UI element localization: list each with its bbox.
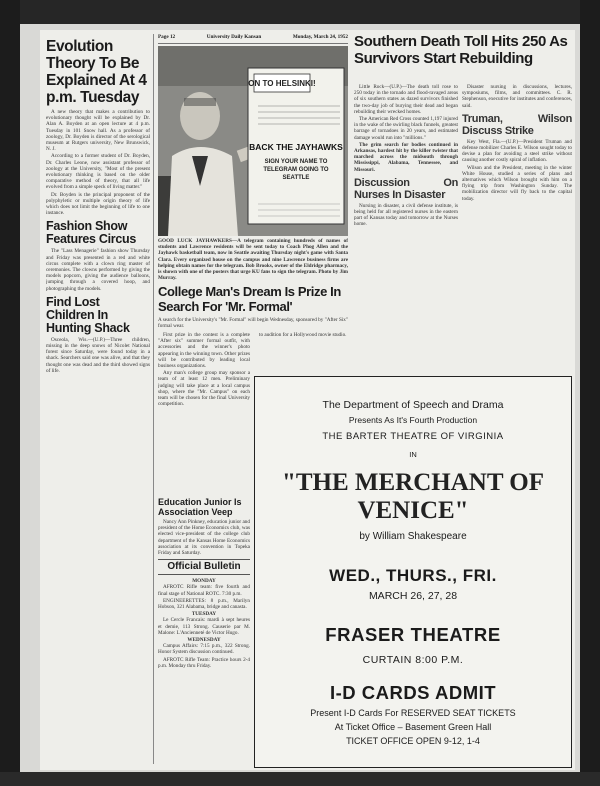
right-second-column [462,84,572,374]
death-toll-headline: Southern Death Toll Hits 250 As Survivors Start Rebuilding [354,34,568,67]
story-paragraph: A new theory that makes a contribution to evolutionary thought will be explained by Dr. Alan A. Boyden at an open lecture at 4 p.m. Tuesday in 101 Snow hall. As a professor of zoology, Dr. Boyden is director of the serological museum at Rutgers university, New Brunswick, N. J. [46,109,150,153]
photo-man-with-poster [158,46,348,236]
story-paragraph: Any man's college group may sponsor a team of at least 12 men. Preliminary judging will take place at a local campus shop, where the "Mr. Campus" on each team will be chosen for the final University competition. [158,370,250,408]
paper-name: University Daily Kansan [206,34,262,40]
bulletin-item: AFROTC Rifle team: five fourth and final stage of National ROTC. 7:30 p.m. [158,584,250,597]
story-paragraph: Little Rock—(U.P.)—The death toll rose to 250 today in the tornado and flood-ravaged areas of six southern states as dazed survivors finished the two-day job of burying their dead and began rebuilding their wrecked homes. [354,84,458,115]
story-paragraph: The "Lass Menagerie" fashion show Thursday and Friday was presented in a red and white circus complete with a clown ring master of ceremonies. The clowns performed by giving the models popcorn, giving the audience balloons, jumping through a covered hoop, and photographing the models. [46,248,150,292]
column-rule [153,34,154,764]
issue-date: Monday, March 24, 1952 [292,34,348,40]
sign-line-3: SIGN YOUR NAME TO TELEGRAM GOING TO SEATTLE [263,159,329,181]
ad-venue: FRASER THEATRE [325,624,501,645]
scan-edge-top [0,0,600,24]
story-paragraph: Wilson and the President, meeting in the winter White House, studied a series of plans and alternatives which Wilson brought with him on a flying trip from Washington Sunday. The mobilization director will fly back to the capital today. [462,164,572,202]
ad-show-days: WED., THURS., FRI. [329,566,497,585]
education-junior-story [158,519,250,556]
bulletin-day: TUESDAY [191,611,217,618]
sign-line-2: BACK THE JAYHAWKS [249,142,343,152]
story-paragraph: Dr. Boyden is the principal proponent of the polyphyletic or multiple origin theory of life which does not limit the beginning of life to one instance. [46,191,150,217]
ad-theatre-company: THE BARTER THEATRE OF VIRGINIA [322,431,504,442]
story-paragraph: Nancy Ann Pinkney, education junior and president of the Home Economics club, was elected vice-president of the college club department of the Kansas Home Economics association at its convention in Topeka Friday and Saturday. [158,519,250,557]
official-bulletin-heading: Official Bulletin [167,561,241,573]
official-bulletin [158,578,250,669]
left-column [46,34,150,768]
ad-show-dates: MARCH 26, 27, 28 [368,590,458,602]
ad-office-hours: TICKET OFFICE OPEN 9-12, 1-4 [346,736,480,746]
scan-edge-left [0,0,20,786]
ad-presents: Presents As It's Fourth Production [348,415,478,425]
ad-in: IN [409,450,417,459]
story-paragraph: The American Red Cross counted 1,197 injured in the wake of the swirling black funnels, greatest barrage of tornadoes in 20 years, and estimated damage would run into "millions." [354,116,458,141]
mr-formal-body [158,332,250,492]
ad-id-cards: I-D CARDS ADMIT [329,682,497,703]
ad-reserved-seats: Present I-D Cards For RESERVED SEAT TICKETS [310,708,516,718]
story-paragraph: Disaster nursing in discussions, lectures, symposiums, films, and committees. C. R. Stephenson, executive for institutes and conferences, said. [462,84,572,109]
ad-play-title: "THE MERCHANT OF VENICE" [281,469,545,524]
scan-edge-right [580,0,600,786]
evolution-headline: Evolution Theory To Be Explained At 4 p.m. Tuesday [46,38,147,106]
photo-image [158,46,348,236]
page-header [158,34,348,44]
scan-edge-bottom [0,772,600,786]
center-lower-column [158,494,250,764]
bulletin-item: ENGINEERETTES: 8 p.m., Marilyn Hobson, 321 Alabama, bridge and canasta. [158,597,250,611]
mr-formal-lead: A search for the University's "Mr. Formal" will begin Wednesday, sponsored by "After Six" formal wear. [158,317,348,330]
evolution-story [46,109,150,216]
sign-line-1: ON TO HELSINKI! [248,79,316,88]
story-paragraph: The grim search for bodies continued in Arkansas, hardest hit by the killer twister that marched across the midsouth through Mississippi, Alabama, Tennessee, and Missouri. [354,141,458,173]
page-number: Page 12 [158,34,176,40]
story-paragraph: Nursing in disaster, a civil defense institute, is being held for all registered nurses in the eastern part of Kansas today and tomorrow at the Nurses home. [354,202,458,228]
mr-formal-headline: College Man's Dream Is Prize In Search For 'Mr. Formal' [158,284,341,314]
bulletin-day: MONDAY [192,578,216,585]
bulletin-item: Le Cercle Francais: mardi à sept heures et demie, 113 Strong. Causerie par M. Malone: L'Ancienneté de Victor Hugo. [158,617,250,636]
bulletin-item: Campus Affairs: 7:15 p.m., 322 Strong. Honor System discussion continued. [158,643,250,656]
ad-author: by William Shakespeare [359,531,467,542]
bulletin-item: AFROTC Rifle Team: Practice hours 2-4 p.m. Monday thru Friday. [158,656,250,669]
fashion-headline: Fashion Show Features Circus [46,219,136,247]
mr-formal-continued [254,332,348,372]
fashion-story [46,248,150,291]
ad-curtain-time: CURTAIN 8:00 P.M. [362,654,464,666]
death-toll-body [354,84,458,374]
truman-headline: Truman, Wilson Discuss Strike [462,112,572,137]
lost-children-story [46,337,150,374]
bulletin-day: WEDNESDAY [187,637,221,644]
education-junior-headline: Education Junior Is Association Veep [158,497,242,517]
caption-text: GOOD LUCK JAYHAWKERS—A telegram containing hundreds of names of students and Lawrence residents will be sent today to Coach Phog Allen and the Jayhawk basketball team, now in Seattle awaiting Thursday night's game with Santa Clara. Every organized house on the campus and nine Lawrence business firms are helping obtain names for the telegram. Bob Brooks, owner of the Eldridge pharmacy, is shown with one of the posters that urge KU fans to sign the telegram. Photo by Jim Murray. [158,238,348,282]
newspaper-page [40,30,575,770]
story-paragraph: According to a former student of Dr. Boyden, Dr. Charles Leone, now assistant professor of zoology at the University, "Most of the present evolutionary thinking is based on the older comparative method of theory, that all life evolved from a simple speck of living matter." [46,153,150,191]
nurses-headline: Discussion On Nurses In Disaster [354,176,458,201]
merchant-of-venice-ad [254,376,572,768]
story-paragraph: to audition for a Hollywood movie studio. [259,332,347,338]
story-paragraph: First prize in the contest is a complete "After six" summer formal outfit, with accessories and the winner's photo appearing in the winning town. Other prizes will be contributed by leading local business organizations. [158,332,250,370]
story-paragraph: Key West, Fla.—(U.P.)—President Truman and defense mobilizer Charles E. Wilson sought today to devise a plan for avoiding a steel strike without causing another costly spiral of inflation. [462,138,572,164]
ad-department: The Department of Speech and Drama [322,399,504,411]
photo-caption [158,238,348,282]
lost-children-headline: Find Lost Children In Hunting Shack [46,294,130,335]
story-paragraph: Osceola, Wis.—(U.P.)—Three children, missing in the deep snows of Nicolet National forest since Saturday, were found today in a shack. Searchers said one was alive, and that they thought one was dead and the third showed signs of life. [46,336,150,374]
ad-ticket-office: At Ticket Office – Basement Green Hall [334,722,492,732]
